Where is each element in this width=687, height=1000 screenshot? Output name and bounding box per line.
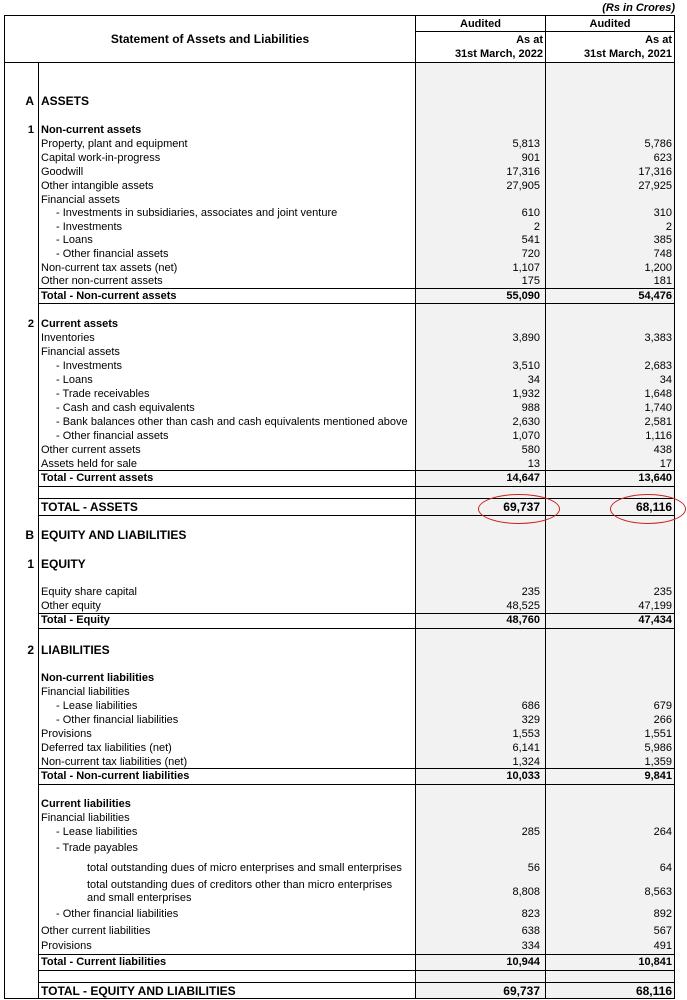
value-2022: 175 [521,275,540,287]
value-2022: 48,525 [506,600,540,612]
value-2022: 686 [521,700,540,712]
col1-status: Audited [460,18,501,30]
col1-asat: As at [516,34,543,46]
total-rule [39,515,674,516]
value-2022: 2,630 [512,416,540,428]
value-2021: 2 [665,221,672,233]
section-marker: B [25,528,34,542]
value-2022: 3,890 [512,332,540,344]
value-2022: 1,324 [512,756,540,768]
row-label: Non-current liabilities [41,672,155,684]
row-label: Non-current assets [41,124,142,136]
value-2022: 55,090 [506,290,540,302]
row-label: Total - Non-current assets [41,290,177,302]
row-label: Other intangible assets [41,180,154,192]
row-label: Non-current tax liabilities (net) [41,756,188,768]
col2-asat: As at [645,34,672,46]
value-2021: 5,786 [644,138,672,150]
value-2021: 623 [653,152,672,164]
value-2021: 1,359 [644,756,672,768]
value-2022: 720 [521,248,540,260]
row-label: - Investments [56,360,123,372]
row-label: - Other financial assets [56,430,169,442]
row-label: - Trade payables [56,842,138,854]
value-2021: 68,116 [635,500,672,514]
section-marker: 2 [27,318,34,330]
value-2022: 34 [527,374,540,386]
value-2021: 1,740 [644,402,672,414]
col1-date: 31st March, 2022 [454,48,543,60]
row-label: Total - Equity [41,614,110,626]
value-2021: 5,986 [644,742,672,754]
row-label: - Other financial liabilities [56,714,179,726]
value-2021: 385 [653,234,672,246]
row-label: Current liabilities [41,798,131,810]
value-2022: 10,033 [506,770,540,782]
row-label: Provisions [41,940,92,952]
value-2022: 285 [521,826,540,838]
value-2021: 892 [653,908,672,920]
value-2022: 27,905 [506,180,540,192]
value-2021: 491 [653,940,672,952]
value-2022: 580 [521,444,540,456]
row-label: Total - Non-current liabilities [41,770,190,782]
header-bottom-border [4,62,674,63]
highlight-circle [610,494,686,524]
value-2022: 14,647 [506,472,540,484]
row-label: EQUITY [41,557,86,571]
row-label: Property, plant and equipment [41,138,188,150]
col1-shade [416,62,545,999]
value-2022: 69,737 [503,984,540,998]
value-2022: 329 [521,714,540,726]
row-label: - Other financial liabilities [56,908,179,920]
value-2021: 310 [653,207,672,219]
row-label: Other current liabilities [41,925,151,937]
value-2022: 1,070 [512,430,540,442]
section-marker: 1 [27,557,34,571]
row-label: Other equity [41,600,101,612]
value-2021: 27,925 [638,180,672,192]
value-2021: 1,200 [644,262,672,274]
value-2021: 2,683 [644,360,672,372]
value-2022: 1,553 [512,728,540,740]
value-2022: 8,808 [512,886,540,898]
row-label: - Lease liabilities [56,700,138,712]
value-2022: 6,141 [512,742,540,754]
value-2021: 9,841 [644,770,672,782]
value-2022: 17,316 [506,166,540,178]
col2-status: Audited [589,18,631,30]
total-rule [39,970,674,971]
value-2021: 10,841 [638,956,672,968]
value-2021: 748 [653,248,672,260]
total-rule [39,628,674,629]
value-2021: 3,383 [644,332,672,344]
value-2022: 638 [521,925,540,937]
value-2022: 10,944 [506,956,540,968]
value-2021: 34 [659,374,672,386]
value-2022: 13 [527,458,540,470]
row-label: - Lease liabilities [56,826,138,838]
row-label: Current assets [41,318,119,330]
highlight-circle [478,494,560,524]
total-rule [39,288,674,289]
col2-shade [546,62,674,999]
col2-date: 31st March, 2021 [583,48,672,60]
value-2021: 266 [653,714,672,726]
value-2022: 901 [521,152,540,164]
row-label: Total - Current liabilities [41,956,167,968]
value-2021: 54,476 [638,290,672,302]
value-2021: 1,116 [645,430,672,442]
row-label: Financial liabilities [41,686,130,698]
row-label: - Investments [56,221,123,233]
value-2021: 1,648 [644,388,672,400]
top-border [4,15,674,16]
value-2021: 567 [653,925,672,937]
row-label: - Loans [56,234,93,246]
row-label: - Cash and cash equivalents [56,402,195,414]
value-2021: 47,199 [638,600,672,612]
total-rule [39,498,674,499]
value-2021: 1,551 [644,728,672,740]
value-2022: 1,932 [512,388,540,400]
row-label: Non-current tax assets (net) [41,262,178,274]
value-2022: 541 [521,234,540,246]
value-2021: 47,434 [638,614,672,626]
total-rule [39,784,674,785]
value-2022: 3,510 [512,360,540,372]
value-2021: 8,563 [644,886,672,898]
row-label: Financial assets [41,194,120,206]
value-2021: 438 [653,444,672,456]
value-2021: 235 [653,586,672,598]
row-label: Financial liabilities [41,812,130,824]
row-label: TOTAL - ASSETS [41,500,138,514]
value-2022: 48,760 [506,614,540,626]
row-label: Inventories [41,332,95,344]
section-marker: 2 [27,643,34,657]
value-2022: 235 [521,586,540,598]
value-2021: 264 [653,826,672,838]
row-label: Provisions [41,728,92,740]
value-2022: 56 [527,862,540,874]
bottom-border [4,998,674,999]
total-rule [39,486,674,487]
row-label: ASSETS [41,94,90,108]
row-label: Other non-current assets [41,275,163,287]
value-2022: 610 [521,207,540,219]
section-marker: A [25,94,34,108]
value-2022: 5,813 [512,138,540,150]
total-rule [39,303,674,304]
row-label: TOTAL - EQUITY AND LIABILITIES [41,984,236,998]
value-2022: 1,107 [512,262,540,274]
row-label: total outstanding dues of micro enterprises and small enterprises [87,862,402,874]
value-2022: 988 [521,402,540,414]
value-2021: 679 [653,700,672,712]
value-2021: 13,640 [638,472,672,484]
value-2021: 181 [653,275,672,287]
row-label: Total - Current assets [41,472,154,484]
row-label: total outstanding dues of creditors other than micro enterprises and small enterprises [87,879,393,904]
row-label: Goodwill [41,166,84,178]
value-2021: 17 [659,458,672,470]
row-label: Financial assets [41,346,120,358]
value-2022: 334 [521,940,540,952]
row-label: - Investments in subsidiaries, associates and joint venture [56,207,338,219]
row-label: - Trade receivables [56,388,150,400]
value-2021: 2,581 [644,416,672,428]
value-2021: 17,316 [638,166,672,178]
total-rule [39,954,674,955]
section-marker: 1 [27,124,34,136]
value-2022: 2 [533,221,540,233]
row-label: Capital work-in-progress [41,152,161,164]
row-label: EQUITY AND LIABILITIES [41,528,187,542]
total-rule [39,982,674,983]
row-label: Other current assets [41,444,141,456]
row-label: LIABILITIES [41,643,110,657]
value-2022: 69,737 [503,500,540,514]
row-label: - Other financial assets [56,248,169,260]
value-2022: 823 [521,908,540,920]
row-label: Assets held for sale [41,458,137,470]
value-2021: 68,116 [635,984,672,998]
header-title: Statement of Assets and Liabilities [110,32,310,46]
value-2021: 64 [659,862,672,874]
marker-divider [38,62,39,999]
row-label: - Bank balances other than cash and cash equivalents mentioned above [56,416,408,428]
row-label: Deferred tax liabilities (net) [41,742,172,754]
total-rule [39,470,674,471]
unit-note: (Rs in Crores) [602,2,675,14]
left-border [4,15,5,999]
row-label: - Loans [56,374,93,386]
row-label: Equity share capital [41,586,137,598]
total-rule [39,768,674,769]
